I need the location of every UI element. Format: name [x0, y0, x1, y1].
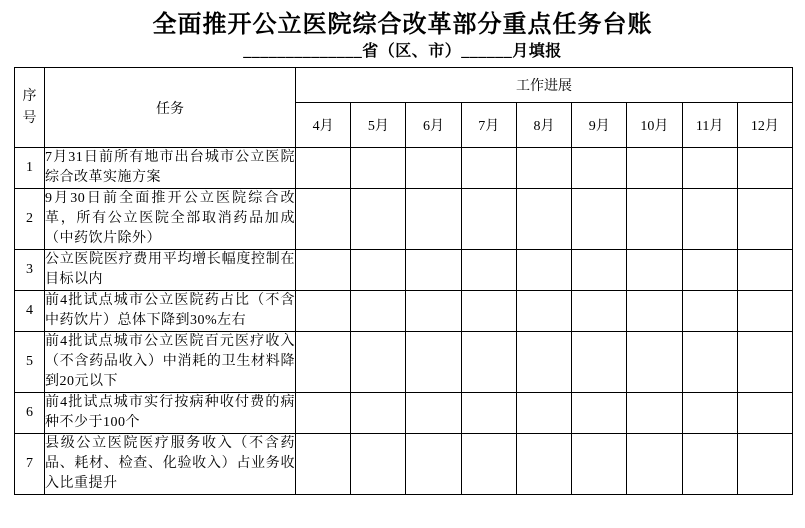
progress-cell[interactable] [351, 189, 406, 250]
progress-cell[interactable] [461, 434, 516, 495]
progress-cell[interactable] [516, 332, 571, 393]
row-number: 2 [15, 189, 45, 250]
row-number: 5 [15, 332, 45, 393]
progress-cell[interactable] [737, 148, 792, 189]
progress-cell[interactable] [737, 434, 792, 495]
task-cell: 公立医院医疗费用平均增长幅度控制在目标以内 [45, 250, 296, 291]
header-month-nov: 11月 [682, 103, 737, 148]
progress-cell[interactable] [461, 250, 516, 291]
progress-cell[interactable] [516, 393, 571, 434]
progress-cell[interactable] [572, 148, 627, 189]
header-progress: 工作进展 [296, 68, 793, 103]
progress-cell[interactable] [351, 393, 406, 434]
progress-cell[interactable] [682, 434, 737, 495]
progress-cell[interactable] [737, 393, 792, 434]
header-month-apr: 4月 [296, 103, 351, 148]
table-row [15, 250, 793, 291]
progress-cell[interactable] [461, 189, 516, 250]
row-number: 6 [15, 393, 45, 434]
task-cell: 前4批试点城市公立医院百元医疗收入（不含药品收入）中消耗的卫生材料降到20元以下 [45, 332, 296, 393]
progress-cell[interactable] [627, 250, 682, 291]
progress-cell[interactable] [406, 393, 461, 434]
progress-cell[interactable] [572, 291, 627, 332]
task-cell: 前4批试点城市公立医院药占比（不含中药饮片）总体下降到30%左右 [45, 291, 296, 332]
progress-cell[interactable] [737, 332, 792, 393]
table-row [15, 148, 793, 189]
task-cell: 前4批试点城市实行按病种收付费的病种不少于100个 [45, 393, 296, 434]
progress-cell[interactable] [572, 189, 627, 250]
progress-cell[interactable] [627, 332, 682, 393]
table-row [15, 291, 793, 332]
progress-cell[interactable] [682, 332, 737, 393]
task-cell: 县级公立医院医疗服务收入（不含药品、耗材、检查、化验收入）占业务收入比重提升 [45, 434, 296, 495]
progress-cell[interactable] [406, 250, 461, 291]
progress-cell[interactable] [627, 393, 682, 434]
progress-cell[interactable] [461, 148, 516, 189]
table-row [15, 434, 793, 495]
progress-cell[interactable] [572, 434, 627, 495]
task-cell: 9月30日前全面推开公立医院综合改革，所有公立医院全部取消药品加成（中药饮片除外） [45, 189, 296, 250]
header-month-aug: 8月 [516, 103, 571, 148]
progress-cell[interactable] [351, 250, 406, 291]
progress-cell[interactable] [682, 291, 737, 332]
progress-cell[interactable] [406, 291, 461, 332]
header-seq [15, 68, 45, 148]
header-month-jun: 6月 [406, 103, 461, 148]
progress-cell[interactable] [682, 250, 737, 291]
header-month-dec: 12月 [737, 103, 792, 148]
progress-cell[interactable] [627, 148, 682, 189]
progress-cell[interactable] [296, 250, 351, 291]
progress-cell[interactable] [296, 189, 351, 250]
table-row [15, 189, 793, 250]
progress-cell[interactable] [572, 393, 627, 434]
progress-cell[interactable] [737, 250, 792, 291]
document-subtitle: ______________省（区、市）______月填报 [243, 43, 562, 60]
progress-cell[interactable] [461, 291, 516, 332]
progress-cell[interactable] [351, 332, 406, 393]
progress-cell[interactable] [351, 291, 406, 332]
progress-cell[interactable] [627, 291, 682, 332]
progress-cell[interactable] [461, 332, 516, 393]
progress-cell[interactable] [296, 434, 351, 495]
header-month-may: 5月 [351, 103, 406, 148]
document-title: 全面推开公立医院综合改革部分重点任务台账 [152, 12, 653, 38]
row-number: 4 [15, 291, 45, 332]
row-number: 1 [15, 148, 45, 189]
progress-cell[interactable] [627, 189, 682, 250]
task-table-body [15, 148, 793, 495]
header-month-jul: 7月 [461, 103, 516, 148]
progress-cell[interactable] [351, 148, 406, 189]
header-seq-label: 序号 [22, 89, 37, 126]
header-task: 任务 [45, 68, 296, 148]
progress-cell[interactable] [296, 393, 351, 434]
progress-cell[interactable] [516, 291, 571, 332]
progress-cell[interactable] [296, 148, 351, 189]
progress-cell[interactable] [516, 434, 571, 495]
header-month-oct: 10月 [627, 103, 682, 148]
progress-cell[interactable] [461, 393, 516, 434]
task-ledger-table [14, 67, 793, 495]
progress-cell[interactable] [516, 189, 571, 250]
progress-cell[interactable] [516, 250, 571, 291]
header-row-top [15, 68, 793, 103]
progress-cell[interactable] [296, 332, 351, 393]
progress-cell[interactable] [682, 189, 737, 250]
row-number: 3 [15, 250, 45, 291]
progress-cell[interactable] [406, 148, 461, 189]
progress-cell[interactable] [406, 189, 461, 250]
progress-cell[interactable] [572, 250, 627, 291]
progress-cell[interactable] [572, 332, 627, 393]
progress-cell[interactable] [351, 434, 406, 495]
table-row [15, 393, 793, 434]
row-number: 7 [15, 434, 45, 495]
header-month-sep: 9月 [572, 103, 627, 148]
progress-cell[interactable] [682, 148, 737, 189]
progress-cell[interactable] [406, 332, 461, 393]
progress-cell[interactable] [627, 434, 682, 495]
task-cell: 7月31日前所有地市出台城市公立医院综合改革实施方案 [45, 148, 296, 189]
progress-cell[interactable] [682, 393, 737, 434]
progress-cell[interactable] [737, 291, 792, 332]
progress-cell[interactable] [406, 434, 461, 495]
progress-cell[interactable] [296, 291, 351, 332]
progress-cell[interactable] [516, 148, 571, 189]
table-row [15, 332, 793, 393]
progress-cell[interactable] [737, 189, 792, 250]
